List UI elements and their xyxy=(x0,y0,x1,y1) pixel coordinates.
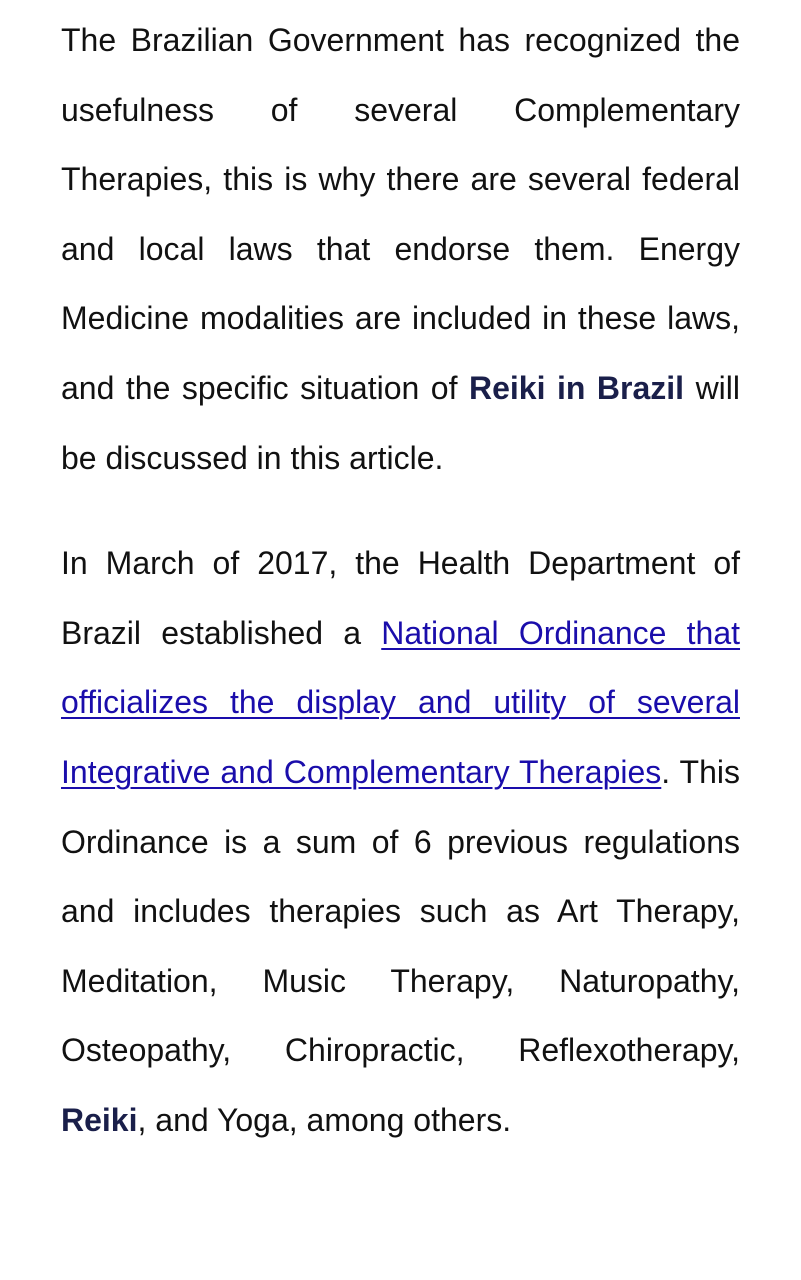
paragraph-ordinance-text-end: , and Yoga, among others. xyxy=(137,1101,512,1138)
national-ordinance-link[interactable]: National Ordinance that officializes the display and utility of several Integrative and Complementary Therapies xyxy=(61,614,741,790)
paragraph-intro xyxy=(61,6,740,493)
article-body xyxy=(61,6,740,1156)
reiki-in-brazil-bold: Reiki in Brazil xyxy=(468,369,685,406)
paragraph-intro-text-end: will be discussed in this article. xyxy=(61,369,741,476)
paragraph-intro-text: The Brazilian Government has recognized the usefulness of several Complementary Therapies, this is why there are several federal and local laws that endorse them. Energy Medicine modalities are included in these laws, and the specific situation of xyxy=(61,22,740,406)
paragraph-ordinance xyxy=(61,529,740,1155)
reiki-bold: Reiki xyxy=(61,1101,138,1138)
paragraph-ordinance-text: In March of 2017, the Health Department of Brazil established a xyxy=(61,545,740,651)
paragraph-ordinance-text-middle: . This Ordinance is a sum of 6 previous regulations and includes therapies such as Art Therapy, Meditation, Music Therapy, Naturopathy, Osteopathy, Chiropractic, Reflexotherapy, xyxy=(61,753,741,1069)
